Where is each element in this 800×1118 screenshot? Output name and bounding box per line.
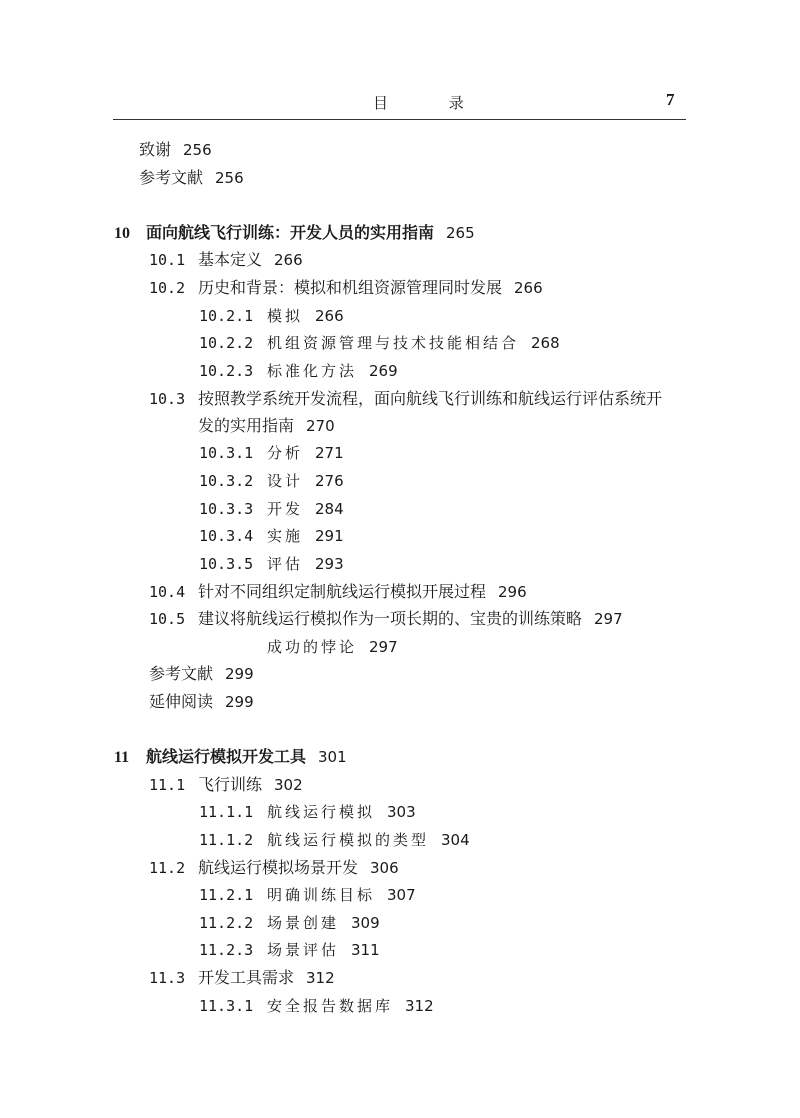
subsection-entry (199, 306, 344, 326)
entry-title: 飞行训练 (198, 775, 263, 794)
entry-title: 评估 (267, 555, 304, 573)
entry-page: 284 (315, 500, 344, 518)
entry-page: 266 (315, 307, 344, 325)
entry-title: 建议将航线运行模拟作为一项长期的、宝贵的训练策略 (198, 609, 583, 628)
chapter-title: 航线运行模拟开发工具 (146, 747, 307, 766)
subsection-entry (199, 554, 344, 574)
subsection-number: 10.2.2 (199, 334, 254, 352)
subsection-entry (199, 913, 380, 933)
subsection-number: 11.3.1 (199, 997, 254, 1015)
chapter-number: 10 (114, 225, 130, 242)
entry-page: 266 (514, 279, 543, 297)
entry-title: 机组资源管理与技术技能相结合 (267, 334, 520, 352)
subsection-entry (199, 499, 344, 519)
subsection-entry (199, 443, 344, 463)
entry-title: 延伸阅读 (149, 692, 214, 711)
section-entry (149, 775, 303, 795)
entry-page: 269 (369, 362, 398, 380)
entry-title: 历史和背景：模拟和机组资源管理同时发展 (198, 278, 503, 297)
entry-title: 模拟 (267, 307, 304, 325)
section-number: 10.1 (149, 251, 186, 269)
entry-page: 307 (387, 886, 416, 904)
chapter-entry (114, 747, 347, 768)
subsection-entry (199, 361, 398, 381)
running-title: 目 录 (373, 94, 492, 112)
entry-title: 按照教学系统开发流程，面向航线飞行训练和航线运行评估系统开 (198, 389, 663, 408)
toc-entry (149, 692, 254, 712)
page-number: 7 (666, 90, 675, 109)
entry-page: 268 (531, 334, 560, 352)
entry-title: 开发 (267, 500, 304, 518)
subsection-number: 10.3.2 (199, 472, 254, 490)
entry-page: 306 (370, 859, 399, 877)
entry-title: 基本定义 (198, 250, 263, 269)
entry-page: 256 (183, 141, 212, 159)
entry-page: 270 (306, 417, 335, 435)
entry-title: 安全报告数据库 (267, 997, 394, 1015)
section-entry (149, 582, 527, 602)
chapter-number: 11 (114, 749, 130, 766)
section-number: 11.1 (149, 776, 186, 794)
entry-page: 311 (351, 941, 380, 959)
section-entry (149, 278, 543, 298)
entry-page: 299 (225, 665, 254, 683)
subsection-number: 11.2.1 (199, 886, 254, 904)
entry-title: 航线运行模拟场景开发 (198, 858, 359, 877)
entry-title: 明确训练目标 (267, 886, 376, 904)
subsection-number: 10.2.1 (199, 307, 254, 325)
section-number: 10.2 (149, 279, 186, 297)
entry-title: 实施 (267, 527, 304, 545)
entry-title: 设计 (267, 472, 304, 490)
section-number: 10.3 (149, 390, 186, 408)
entry-title: 场景评估 (267, 941, 340, 959)
toc-entry (139, 168, 244, 188)
subsection-entry (199, 333, 560, 353)
entry-title: 参考文献 (149, 664, 214, 683)
subsection-entry (199, 940, 380, 960)
subsection-entry (199, 996, 434, 1016)
subsection-entry (199, 830, 470, 850)
entry-page: 309 (351, 914, 380, 932)
subsection-entry (199, 526, 344, 546)
entry-page: 297 (369, 638, 398, 656)
entry-title: 场景创建 (267, 914, 340, 932)
entry-page: 266 (274, 251, 303, 269)
entry-page: 296 (498, 583, 527, 601)
entry-title: 参考文献 (139, 168, 204, 187)
entry-page: 301 (318, 748, 347, 766)
subsection-entry (199, 885, 416, 905)
toc-entry (139, 140, 212, 160)
section-entry-continuation (198, 416, 335, 436)
section-entry (149, 389, 662, 409)
entry-title: 标准化方法 (267, 362, 358, 380)
section-entry (149, 609, 623, 629)
entry-page: 271 (315, 444, 344, 462)
entry-title: 航线运行模拟的类型 (267, 831, 430, 849)
subsection-number: 11.2.3 (199, 941, 254, 959)
entry-title: 发的实用指南 (198, 416, 295, 435)
subsection-number: 10.3.5 (199, 555, 254, 573)
chapter-title: 面向航线飞行训练：开发人员的实用指南 (146, 223, 435, 242)
entry-title: 致谢 (139, 140, 172, 159)
entry-page: 276 (315, 472, 344, 490)
section-number: 11.3 (149, 969, 186, 987)
entry-page: 297 (594, 610, 623, 628)
unnumbered-subsection-entry (267, 637, 398, 657)
entry-page: 293 (315, 555, 344, 573)
section-entry (149, 250, 303, 270)
entry-page: 302 (274, 776, 303, 794)
entry-title: 航线运行模拟 (267, 803, 376, 821)
entry-page: 312 (306, 969, 335, 987)
entry-page: 304 (441, 831, 470, 849)
section-number: 11.2 (149, 859, 186, 877)
section-entry (149, 968, 335, 988)
subsection-entry (199, 471, 344, 491)
chapter-entry (114, 223, 475, 244)
subsection-entry (199, 802, 416, 822)
subsection-number: 11.2.2 (199, 914, 254, 932)
entry-page: 312 (405, 997, 434, 1015)
entry-title: 成功的悖论 (267, 638, 358, 656)
section-number: 10.5 (149, 610, 186, 628)
entry-title: 开发工具需求 (198, 968, 295, 987)
entry-page: 265 (446, 224, 475, 242)
entry-title: 针对不同组织定制航线运行模拟开展过程 (198, 582, 487, 601)
entry-page: 303 (387, 803, 416, 821)
subsection-number: 10.3.1 (199, 444, 254, 462)
subsection-number: 10.3.4 (199, 527, 254, 545)
entry-title: 分析 (267, 444, 304, 462)
subsection-number: 10.2.3 (199, 362, 254, 380)
section-number: 10.4 (149, 583, 186, 601)
section-entry (149, 858, 399, 878)
subsection-number: 11.1.1 (199, 803, 254, 821)
entry-page: 256 (215, 169, 244, 187)
entry-page: 291 (315, 527, 344, 545)
entry-page: 299 (225, 693, 254, 711)
subsection-number: 11.1.2 (199, 831, 254, 849)
subsection-number: 10.3.3 (199, 500, 254, 518)
toc-entry (149, 664, 254, 684)
